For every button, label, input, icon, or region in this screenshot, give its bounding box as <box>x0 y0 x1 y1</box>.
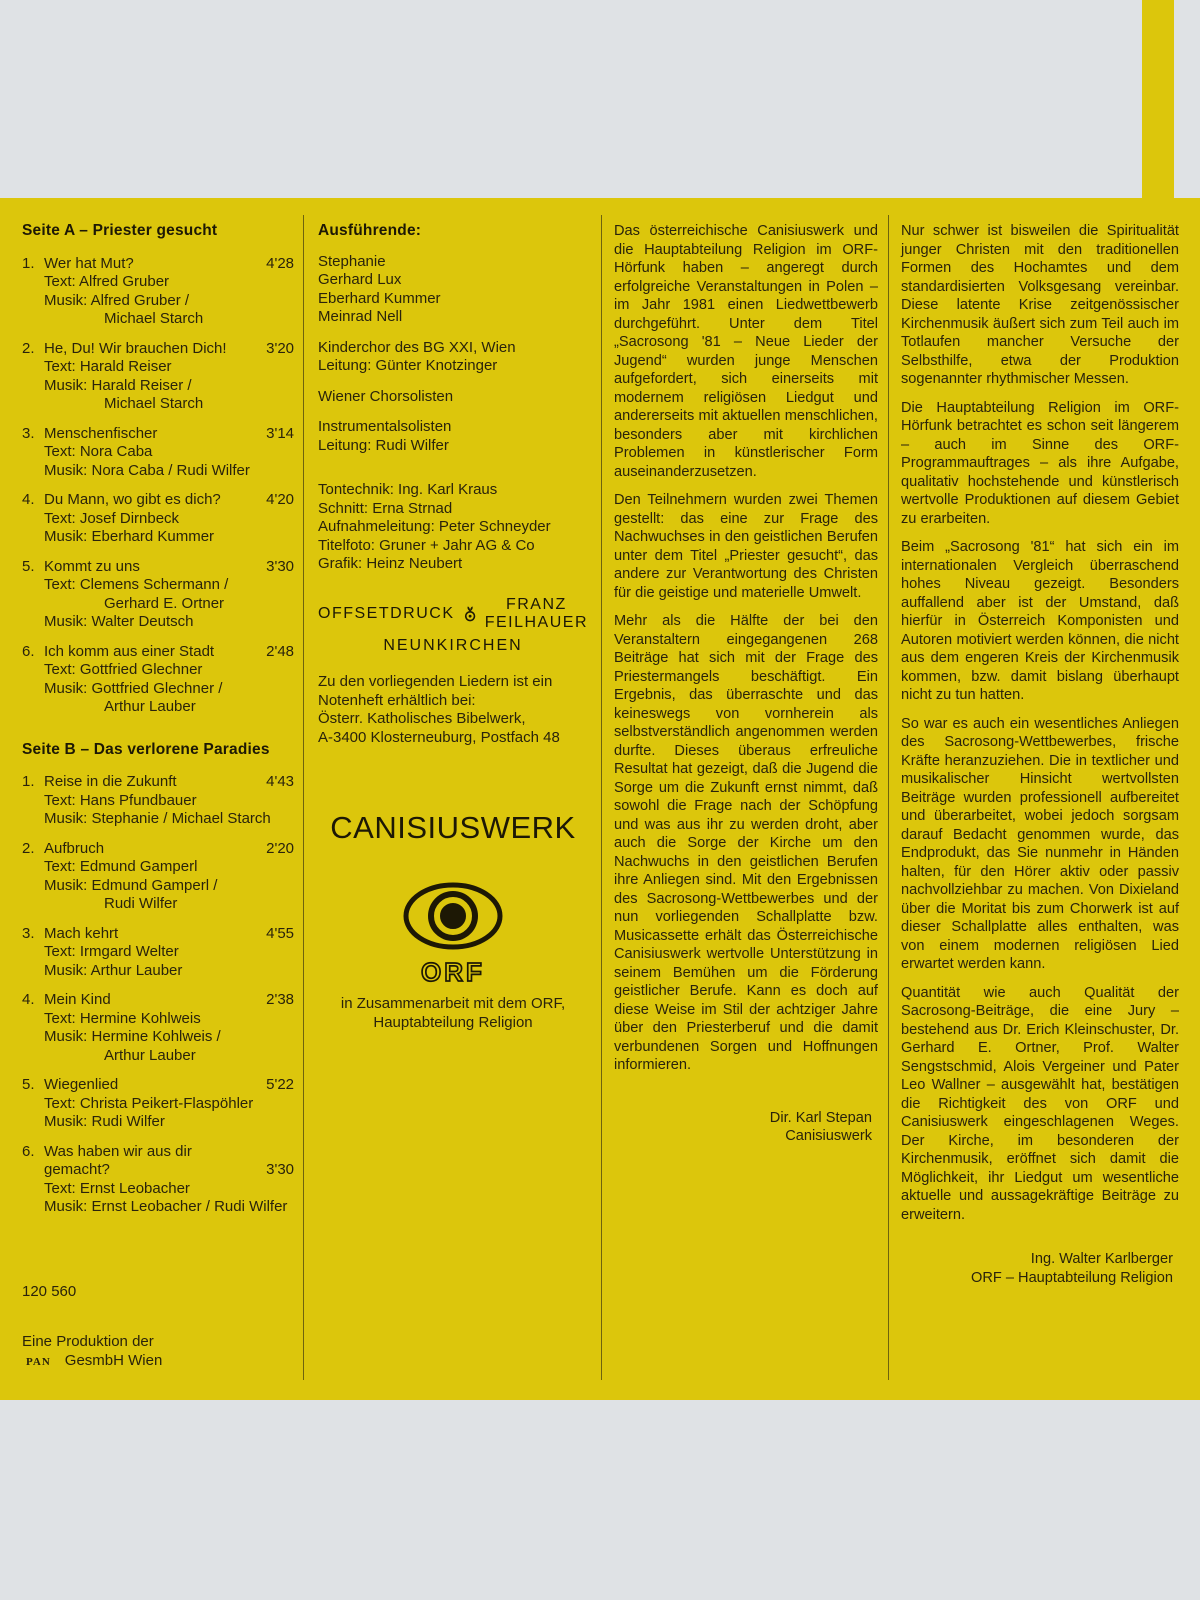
printer-line <box>318 596 588 633</box>
article-paragraph: Mehr als die Hälfte der bei den Veranstaltern eingegangenen 268 Beiträge hat sich mit der Frage des Priestermangels beschäftigt. Ein Ergebnis, das überraschte und das keineswegs von vornherein als selbstverständlich angenommen werden durfte. Dieses überaus erfreuliche Resultat hat gezeigt, daß die Jugend die Sorge um die Zukunft ernst nimmt, daß sowohl die Frage nach der Schöpfung und was aus ihr zu werden droht, aber auch die Sorge der Kirche um den Nachwuchs in den geistlichen Berufen ihre Anliegen sind. Mit den Ergebnissen des Sacrosong-Wettbewerbes und der nun vorliegenden Schallplatte bzw. Musicassette erhält das Österreichische Canisiuswerk wertvolle Unterstützung in seinem Bemühen um die Förderung geistlicher Berufe. Kann es doch auf diese Weise im Stil der achtziger Jahre über den Priesterberuf und die damit verbundenen Sorgen und Hoffnungen informieren. <box>614 613 878 1073</box>
orf-eye-icon <box>401 880 505 952</box>
technical-credits <box>318 481 588 574</box>
text-line: Österr. Katholisches Bibelwerk, <box>318 710 526 727</box>
production-company: GesmbH Wien <box>64 1352 163 1369</box>
catalog-number: 120 560 <box>22 1283 77 1300</box>
side-b-tracks <box>22 773 294 1217</box>
text-line: Tontechnik: Ing. Karl Kraus <box>318 481 498 498</box>
side-a-section <box>22 222 294 717</box>
text-line: ORF – Hauptabteilung Religion <box>971 1269 1173 1286</box>
printer-left: OFFSETDRUCK <box>318 604 455 622</box>
text-line: Gerhard Lux <box>318 271 402 288</box>
track-credit: Arthur Lauber <box>104 698 196 715</box>
track-credit: Musik: Nora Caba / Rudi Wilfer <box>44 461 250 479</box>
track-number: 3. <box>22 924 35 942</box>
track-credit: Musik: Stephanie / Michael Starch <box>44 810 271 827</box>
track-title-row <box>22 925 294 944</box>
track-number: 3. <box>22 424 35 442</box>
track-title-row <box>22 1076 294 1095</box>
track-credit: Text: Irmgard Welter <box>44 943 179 960</box>
track-duration: 4'55 <box>266 924 294 942</box>
text-line: A-3400 Klosterneuburg, Postfach 48 <box>318 728 560 746</box>
production-note-line1: Eine Produktion der <box>22 1333 154 1350</box>
performer-group <box>318 253 588 327</box>
article-paragraph: Quantität wie auch Qualität der Sacrosong-Beiträge, die eine Jury – bestehend aus Dr. Erich Kleinschuster, Dr. Gerhard E. Ortner, Prof. Walter Sengstschmid, Alois Vergeiner und Pater Leo Wallner – ausgewählt hat, bestätigen die Richtigkeit des von ORF und Canisiuswerk eingeschlagenen Weges. Der Kirche, im besonderen der Kirchenmusik, eröffnet sich damit die Möglichkeit, ihr Liedgut um wesentliche aktuelle und aussagekräftige Beiträge zu erweitern. <box>901 984 1179 1223</box>
track-credit: Musik: Walter Deutsch <box>44 613 194 630</box>
track-title: He, Du! Wir brauchen Dich! <box>44 339 227 357</box>
printer-city: NEUNKIRCHEN <box>383 636 523 654</box>
printer-credit <box>318 596 588 656</box>
track-credit: Musik: Hermine Kohlweis / <box>44 1028 221 1045</box>
track-duration: 4'20 <box>266 491 294 508</box>
side-a-heading: Seite A – Priester gesucht <box>22 222 218 239</box>
article-paragraph: So war es auch ein wesentliches Anliegen des Sacrosong-Wettbewerbes, frische Kräfte heranzuziehen. Die in textlicher und musikalischer Hinsicht wertvollsten Beiträge wurden professionell aufbereitet und überarbeitet, wobei jedoch sorgsam darauf Bedacht genommen wurde, das Endprodukt, das Sie nunmehr in Händen halten, für den Hörer aktiv oder passiv nachvollziehbar zu machen. Von Dixieland über die Moritat bis zum Chorwerk ist auf dieser Schallplatte alles enthalten, was von einem modernen religiösen Lied erwartet werden kann. <box>901 715 1179 972</box>
column-divider <box>888 215 889 1380</box>
track-credit: Text: Hans Pfundbauer <box>44 791 197 809</box>
article-paragraph: Nur schwer ist bisweilen die Spiritualität junger Christen mit den traditionellen Formen des Hochamtes und dem standardisierten Volksgesang vereinbar. Diese latente Krise zeitgenössischer Kirchenmusik äußert sich zum Teil auch im Totlaufen mancher Versuche der Selbsthilfe, etwa der Produktion sogenannter rhythmischer Messen. <box>901 223 1179 387</box>
orf-logo <box>318 880 588 986</box>
track-row <box>22 643 294 717</box>
track-title-row <box>22 558 294 577</box>
article-paragraph: Beim „Sacrosong '81“ hat sich ein im internationalen Vergleich überraschend hohes Niveau gezeigt. Besonders auffallend aber ist der Umstand, daß hierfür in Österreich Komponisten und Autoren motiviert werden können, die nicht aus dem engeren Kreis der Kirchenmusik kommen, bzw. damit bislang überhaupt nicht zu tun hatten. <box>901 539 1179 703</box>
track-title: Kommt zu uns <box>44 557 140 575</box>
credits-column <box>318 222 588 1032</box>
track-row <box>22 773 294 829</box>
track-duration: 3'30 <box>266 1161 294 1178</box>
track-credit: Text: Harald Reiser <box>44 358 172 375</box>
track-title-row <box>22 255 294 274</box>
feilhauer-emblem-icon <box>463 599 477 629</box>
track-title-row <box>22 425 294 444</box>
track-number: 2. <box>22 839 35 857</box>
text-line: Eberhard Kummer <box>318 289 441 307</box>
track-number: 5. <box>22 1076 35 1093</box>
track-duration: 3'14 <box>266 424 294 442</box>
track-row <box>22 1143 294 1217</box>
track-title: Wiegenlied <box>44 1076 119 1093</box>
track-number: 2. <box>22 339 35 357</box>
track-title: Wer hat Mut? <box>44 254 134 272</box>
signature-orf <box>901 1250 1179 1287</box>
track-title: Ich komm aus einer Stadt <box>44 642 215 660</box>
pan-records-logo: PAN <box>26 1356 51 1368</box>
side-b-section <box>22 741 294 1217</box>
track-duration: 2'48 <box>266 642 294 660</box>
track-credit: Musik: Ernst Leobacher / Rudi Wilfer <box>44 1198 288 1215</box>
track-duration: 4'28 <box>266 254 294 272</box>
text-line: Ing. Walter Karlberger <box>1030 1251 1173 1267</box>
track-credit: Text: Josef Dirnbeck <box>44 509 180 527</box>
article-orf <box>901 222 1179 1287</box>
track-row <box>22 991 294 1065</box>
track-title-row <box>22 1143 294 1162</box>
text-line: Kinderchor des BG XXI, Wien <box>318 338 516 356</box>
track-number: 1. <box>22 773 35 790</box>
canisiuswerk-logo: CANISIUSWERK <box>330 810 576 845</box>
performer-group <box>318 418 588 455</box>
track-credit: Musik: Arthur Lauber <box>44 961 183 979</box>
signature-canisiuswerk <box>614 1109 878 1146</box>
text-line: Schnitt: Erna Strnad <box>318 499 453 517</box>
track-duration: 2'38 <box>266 991 294 1008</box>
side-a-tracks <box>22 255 294 717</box>
track-credit: Gerhard E. Ortner <box>104 594 225 612</box>
column-divider <box>601 215 602 1380</box>
track-title: Du Mann, wo gibt es dich? <box>44 491 221 508</box>
text-line: Notenheft erhältlich bei: <box>318 691 476 709</box>
songbook-info <box>318 673 588 747</box>
performer-group <box>318 388 588 407</box>
side-b-heading: Seite B – Das verlorene Paradies <box>22 740 270 758</box>
track-number: 1. <box>22 254 35 272</box>
track-number: 6. <box>22 642 35 660</box>
track-credit: Musik: Alfred Gruber / <box>44 291 190 309</box>
track-row <box>22 558 294 632</box>
track-row <box>22 491 294 547</box>
track-title-row <box>22 491 294 510</box>
track-title-row <box>22 340 294 359</box>
text-line: Stephanie <box>318 252 386 270</box>
article-orf-body <box>901 222 1179 1224</box>
production-note-line2 <box>22 1351 162 1372</box>
article-paragraph: Die Hauptabteilung Religion im ORF-Hörfunk betrachtet es schon seit längerem – auch im Sinne des ORF-Programmauftrages – als ihre Aufgabe, qualitativ hochstehende und künstlerisch wertvolle Produktionen auf diesem Gebiet zu erarbeiten. <box>901 399 1179 527</box>
track-duration: 3'20 <box>266 339 294 357</box>
tracklist-column <box>22 222 294 1228</box>
article-canisiuswerk <box>614 222 878 1146</box>
track-title-row <box>22 773 294 792</box>
track-duration: 3'30 <box>266 557 294 575</box>
orf-wordmark: ORF <box>421 957 485 987</box>
track-duration: 4'43 <box>266 773 294 790</box>
text-line: Wiener Chorsolisten <box>318 387 454 405</box>
track-number: 5. <box>22 557 35 575</box>
track-title-row <box>22 643 294 662</box>
track-row <box>22 1076 294 1132</box>
production-note <box>22 1332 162 1372</box>
performers-list <box>318 253 588 456</box>
track-title-row <box>22 840 294 859</box>
track-title: Menschenfischer <box>44 424 158 442</box>
track-credit: Musik: Eberhard Kummer <box>44 528 215 545</box>
track-number: 4. <box>22 991 35 1008</box>
track-credit: Michael Starch <box>104 310 204 327</box>
printer-right: FRANZ FEILHAUER <box>484 595 588 631</box>
text-line: Leitung: Rudi Wilfer <box>318 436 449 454</box>
column-divider <box>303 215 304 1380</box>
track-title: gemacht? <box>44 1161 110 1178</box>
track-credit: Arthur Lauber <box>104 1046 196 1064</box>
track-duration: 2'20 <box>266 839 294 857</box>
text-line: Instrumentalsolisten <box>318 418 452 435</box>
track-duration: 5'22 <box>266 1076 294 1093</box>
track-credit: Rudi Wilfer <box>104 895 178 912</box>
article-paragraph: Das österreichische Canisiuswerk und die Hauptabteilung Religion im ORF-Hörfunk haben – angeregt durch erfolgreiche Veranstaltungen in Polen – im Jahr 1981 einen Liedwettbewerb durchgeführt. Unter dem Titel „Sacrosong '81 – Neue Lieder der Jugend“ wurden junge Menschen aufgefordert, sich einerseits mit modernem religiösen Liedgut und andererseits mit aktuellen menschlichen, besonders aber mit kirchlichen Problemen in künstlerischer Form auseinanderzusetzen. <box>614 223 878 480</box>
track-title: Reise in die Zukunft <box>44 773 177 790</box>
text-line: Leitung: Günter Knotzinger <box>318 357 498 374</box>
track-title: Mein Kind <box>44 991 111 1008</box>
track-title: Was haben wir aus dir <box>44 1142 192 1160</box>
text-line: Hauptabteilung Religion <box>373 1013 533 1031</box>
article-paragraph: Den Teilnehmern wurden zwei Themen gestellt: das eine zur Frage des Nachwuchses in den geistlichen Berufen unter dem Titel „Priester gesucht“, das andere zur Verantwortung des Christen für die geistige und materielle Umwelt. <box>614 492 878 601</box>
track-credit: Text: Edmund Gamperl <box>44 858 198 875</box>
text-line: Grafik: Heinz Neubert <box>318 555 463 572</box>
track-row <box>22 925 294 981</box>
track-credit: Text: Nora Caba <box>44 443 153 460</box>
track-credit: Text: Christa Peikert-Flaspöhler <box>44 1094 254 1112</box>
track-credit: Text: Ernst Leobacher <box>44 1179 190 1197</box>
track-credit: Michael Starch <box>104 395 204 412</box>
performer-group <box>318 339 588 376</box>
track-number <box>22 1161 44 1180</box>
track-credit: Text: Alfred Gruber <box>44 273 170 290</box>
track-number: 6. <box>22 1142 35 1160</box>
track-row <box>22 840 294 914</box>
text-line: Zu den vorliegenden Liedern ist ein <box>318 673 553 690</box>
article-canisiuswerk-body <box>614 222 878 1075</box>
text-line: Dir. Karl Stepan <box>769 1109 872 1126</box>
track-credit: Musik: Harald Reiser / <box>44 376 192 394</box>
text-line: Titelfoto: Gruner + Jahr AG & Co <box>318 536 535 554</box>
orf-cooperation-note <box>318 995 588 1032</box>
track-title: Mach kehrt <box>44 924 119 942</box>
track-row <box>22 255 294 329</box>
text-line: Meinrad Nell <box>318 308 403 325</box>
text-line: in Zusammenarbeit mit dem ORF, <box>340 995 566 1012</box>
text-line: Aufnahmeleitung: Peter Schneyder <box>318 518 551 535</box>
track-number: 4. <box>22 491 35 508</box>
track-row <box>22 425 294 481</box>
track-row <box>22 340 294 414</box>
track-credit: Text: Gottfried Glechner <box>44 661 203 678</box>
performers-heading: Ausführende: <box>318 222 422 239</box>
track-title-row <box>22 1161 294 1180</box>
track-credit: Musik: Edmund Gamperl / <box>44 876 218 894</box>
track-credit: Musik: Gottfried Glechner / <box>44 679 223 697</box>
track-title-row <box>22 991 294 1010</box>
text-line: Canisiuswerk <box>785 1128 872 1144</box>
cover-spine-strip <box>1142 0 1174 200</box>
track-credit: Text: Clemens Schermann / <box>44 576 229 593</box>
track-title: Aufbruch <box>44 839 105 857</box>
track-credit: Musik: Rudi Wilfer <box>44 1113 165 1130</box>
track-credit: Text: Hermine Kohlweis <box>44 1009 201 1027</box>
